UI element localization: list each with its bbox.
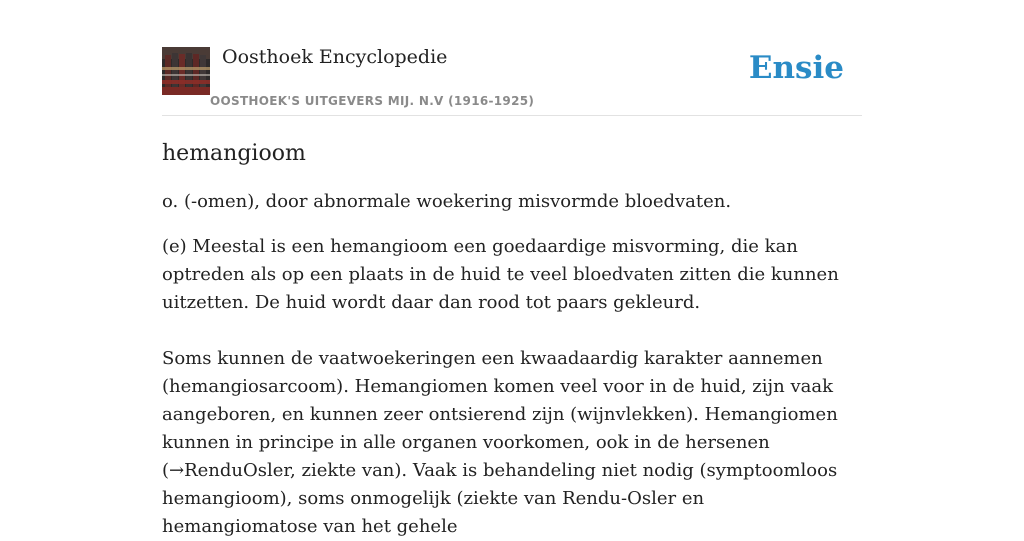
entry-title: hemangioom bbox=[162, 141, 306, 166]
entry-definition: o. (-omen), door abnormale woekering misvormde bloedvaten. bbox=[162, 191, 732, 212]
encyclopedia-books-icon[interactable] bbox=[162, 47, 210, 95]
entry-content bbox=[162, 136, 862, 541]
brand-logo[interactable]: Ensie bbox=[748, 50, 844, 86]
entry-paragraph: (e) Meestal is een hemangioom een goedaardige misvorming, die kan optreden als op een plaats in de huid te veel bloedvaten zitten die kunnen uitzetten. De huid wordt daar dan rood tot paars gekleurd. bbox=[162, 236, 839, 313]
publisher-label[interactable]: OOSTHOEK'S UITGEVERS MIJ. N.V (1916-1925) bbox=[210, 94, 535, 108]
site-header bbox=[162, 44, 862, 116]
entry-paragraph: Soms kunnen de vaatwoekeringen een kwaadaardig karakter aannemen (hemangiosarcoom). Hemangiomen komen veel voor in de huid, zijn vaak aangeboren, en kunnen zeer ontsierend zijn (wijnvlekken). Hemangiomen kunnen in principe in alle organen voorkomen, ook in de hersenen (→RenduOsler, ziekte van). Vaak is behandeling niet nodig (symptoomloos hemangioom), soms onmogelijk (ziekte van Rendu-Osler en hemangiomatose van het gehele bbox=[162, 348, 838, 537]
site-name[interactable]: Oosthoek Encyclopedie bbox=[222, 46, 448, 68]
